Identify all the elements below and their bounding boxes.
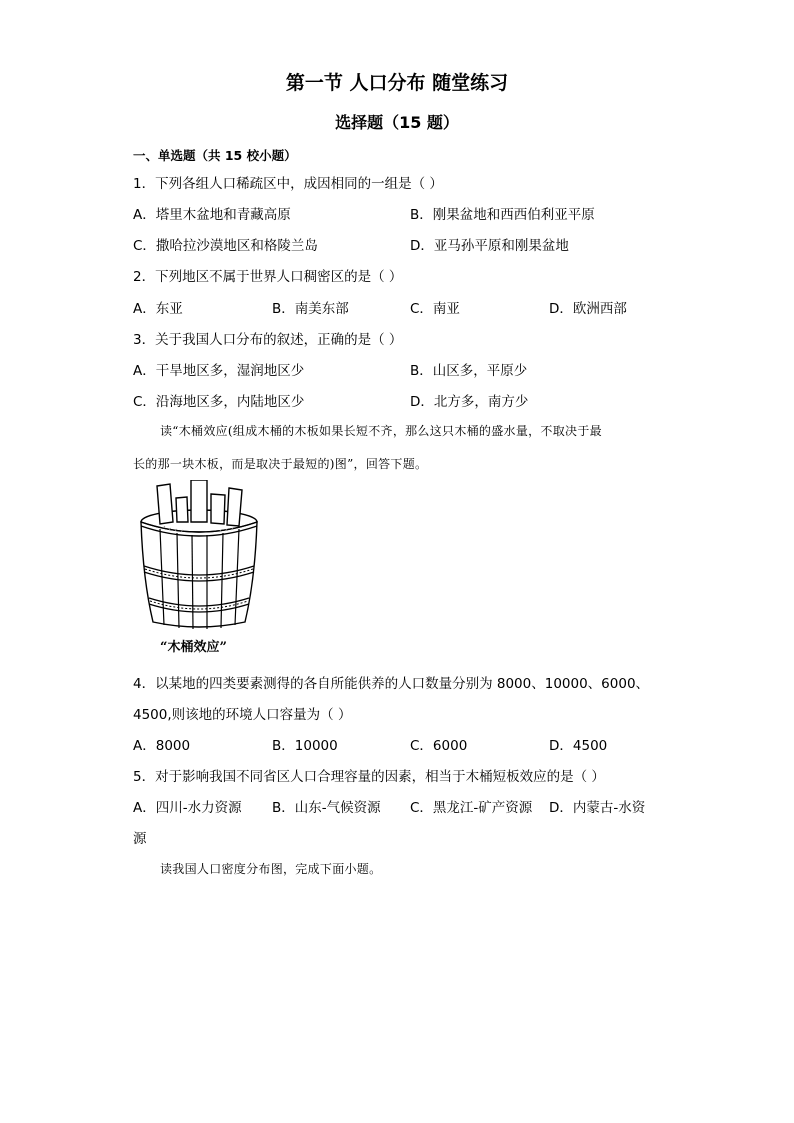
- question-1-option-a: A．塔里木盆地和青藏高原: [133, 207, 291, 223]
- question-4-stem-line-1: 4．以某地的四类要素测得的各自所能供养的人口数量分别为 8000、10000、6000、: [133, 676, 650, 692]
- question-2-option-b: B．南美东部: [272, 301, 349, 317]
- question-4-stem-line-2: 4500,则该地的环境人口容量为（ ）: [133, 707, 352, 723]
- question-5-option-a: A．四川-水力资源: [133, 800, 242, 816]
- question-2-option-d: D．欧洲西部: [549, 301, 627, 317]
- question-3-option-b: B．山区多，平原少: [410, 363, 528, 379]
- question-5-option-c: C．黑龙江-矿产资源: [410, 800, 533, 816]
- barrel-effect-figure: [133, 480, 263, 632]
- question-3-option-a: A．干旱地区多，湿润地区少: [133, 363, 305, 379]
- question-5-option-d: D．内蒙古-水资: [549, 800, 646, 816]
- figure-caption: “木桶效应”: [160, 640, 227, 655]
- question-4-option-b: B．10000: [272, 738, 338, 754]
- question-4-option-a: A．8000: [133, 738, 191, 754]
- reading-passage-line-2: 长的那一块木板，而是取决于最短的)图”，回答下题。: [133, 457, 428, 471]
- question-5-option-d-wrap: 源: [133, 831, 147, 847]
- question-3-stem: 3．关于我国人口分布的叙述，正确的是（ ）: [133, 332, 403, 348]
- question-4-option-d: D．4500: [549, 738, 608, 754]
- page-title: 第一节 人口分布 随堂练习: [285, 72, 509, 94]
- reading-passage-2: 读我国人口密度分布图，完成下面小题。: [160, 862, 382, 876]
- question-2-option-a: A．东亚: [133, 301, 183, 317]
- section-heading: 一、单选题（共 15 校小题）: [133, 148, 297, 163]
- page-subtitle: 选择题（15 题）: [335, 113, 459, 132]
- question-1-stem: 1．下列各组人口稀疏区中，成因相同的一组是（ ）: [133, 176, 443, 192]
- question-5-stem: 5．对于影响我国不同省区人口合理容量的因素，相当于木桶短板效应的是（ ）: [133, 769, 605, 785]
- question-4-option-c: C．6000: [410, 738, 468, 754]
- question-2-stem: 2．下列地区不属于世界人口稠密区的是（ ）: [133, 269, 403, 285]
- question-1-option-c: C．撒哈拉沙漠地区和格陵兰岛: [133, 238, 318, 254]
- question-1-option-d: D．亚马孙平原和刚果盆地: [410, 238, 569, 254]
- reading-passage-line-1: 读“木桶效应(组成木桶的木板如果长短不齐，那么这只木桶的盛水量，不取决于最: [160, 424, 602, 438]
- question-1-option-b: B．刚果盆地和西西伯利亚平原: [410, 207, 595, 223]
- question-3-option-c: C．沿海地区多，内陆地区少: [133, 394, 305, 410]
- question-2-option-c: C．南亚: [410, 301, 460, 317]
- question-5-option-b: B．山东-气候资源: [272, 800, 381, 816]
- question-3-option-d: D．北方多，南方少: [410, 394, 529, 410]
